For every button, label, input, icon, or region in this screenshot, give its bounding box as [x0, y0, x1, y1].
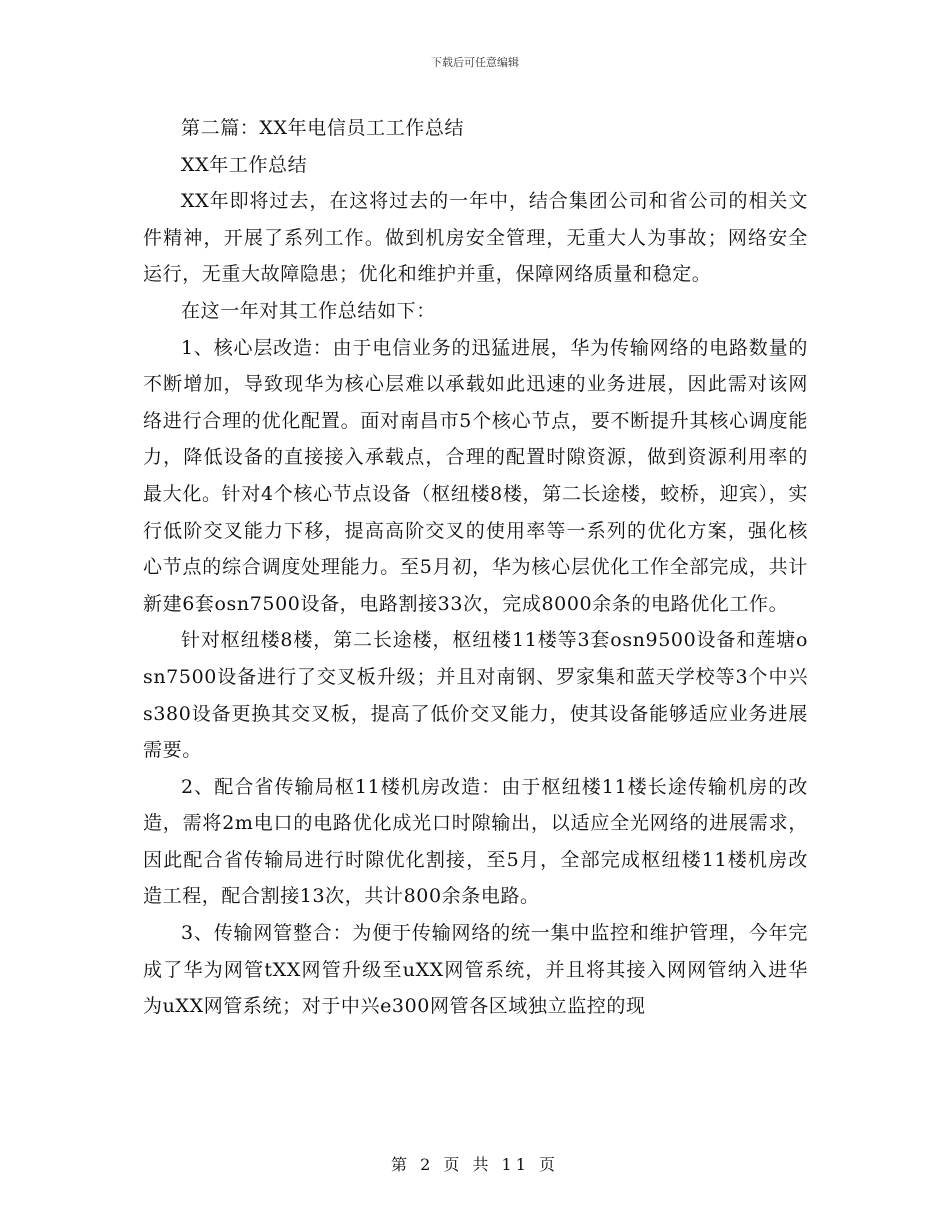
- body-paragraph: 1、核心层改造：由于电信业务的迅猛进展，华为传输网络的电路数量的不断增加，导致现华为核心层难以承载如此迅速的业务进展，因此需对该网络进行合理的优化配置。面对南昌市5个核心节点，要不断提升其核心调度能力，降低设备的直接接入承载点，合理的配置时隙资源，做到资源利用率的最大化。针对4个核心节点设备（枢纽楼8楼，第二长途楼，蛟桥，迎宾），实行低阶交叉能力下移，提高高阶交叉的使用率等一系列的优化方案，强化核心节点的综合调度处理能力。至5月初，华为核心层优化工作全部完成，共计新建6套osn7500设备，电路割接33次，完成8000余条的电路优化工作。: [143, 336, 808, 615]
- page-header: 下载后可任意编辑: [431, 56, 519, 69]
- section-title: 第二篇：XX年电信员工工作总结: [181, 117, 465, 139]
- body-paragraph: 3、传输网管整合：为便于传输网络的统一集中监控和维护管理，今年完成了华为网管tXX网管升级至uXX网管系统，并且将其接入网网管纳入进华为uXX网管系统；对于中兴e300网管各区域独立监控的现: [143, 922, 808, 1018]
- body-paragraph: 在这一年对其工作总结如下：: [181, 299, 436, 322]
- page-number: 第 2 页 共 11 页: [391, 1155, 559, 1174]
- document-body: [143, 110, 808, 1025]
- body-paragraph: XX年即将过去，在这将过去的一年中，结合集团公司和省公司的相关文件精神，开展了系列工作。做到机房安全管理，无重大人为事故；网络安全运行，无重大故障隐患；优化和维护并重，保障网络质量和稳定。: [143, 190, 808, 286]
- body-paragraph: 针对枢纽楼8楼，第二长途楼，枢纽楼11楼等3套osn9500设备和莲塘osn7500设备进行了交叉板升级；并且对南钢、罗家集和蓝天学校等3个中兴s380设备更换其交叉板，提高了低价交叉能力，使其设备能够适应业务进展需要。: [143, 629, 808, 762]
- body-paragraph: 2、配合省传输局枢11楼机房改造：由于枢纽楼11楼长途传输机房的改造，需将2m电口的电路优化成光口时隙输出，以适应全光网络的进展需求，因此配合省传输局进行时隙优化割接，至5月，全部完成枢纽楼11楼机房改造工程，配合割接13次，共计800余条电路。: [143, 775, 808, 908]
- document-title: XX年工作总结: [181, 153, 308, 176]
